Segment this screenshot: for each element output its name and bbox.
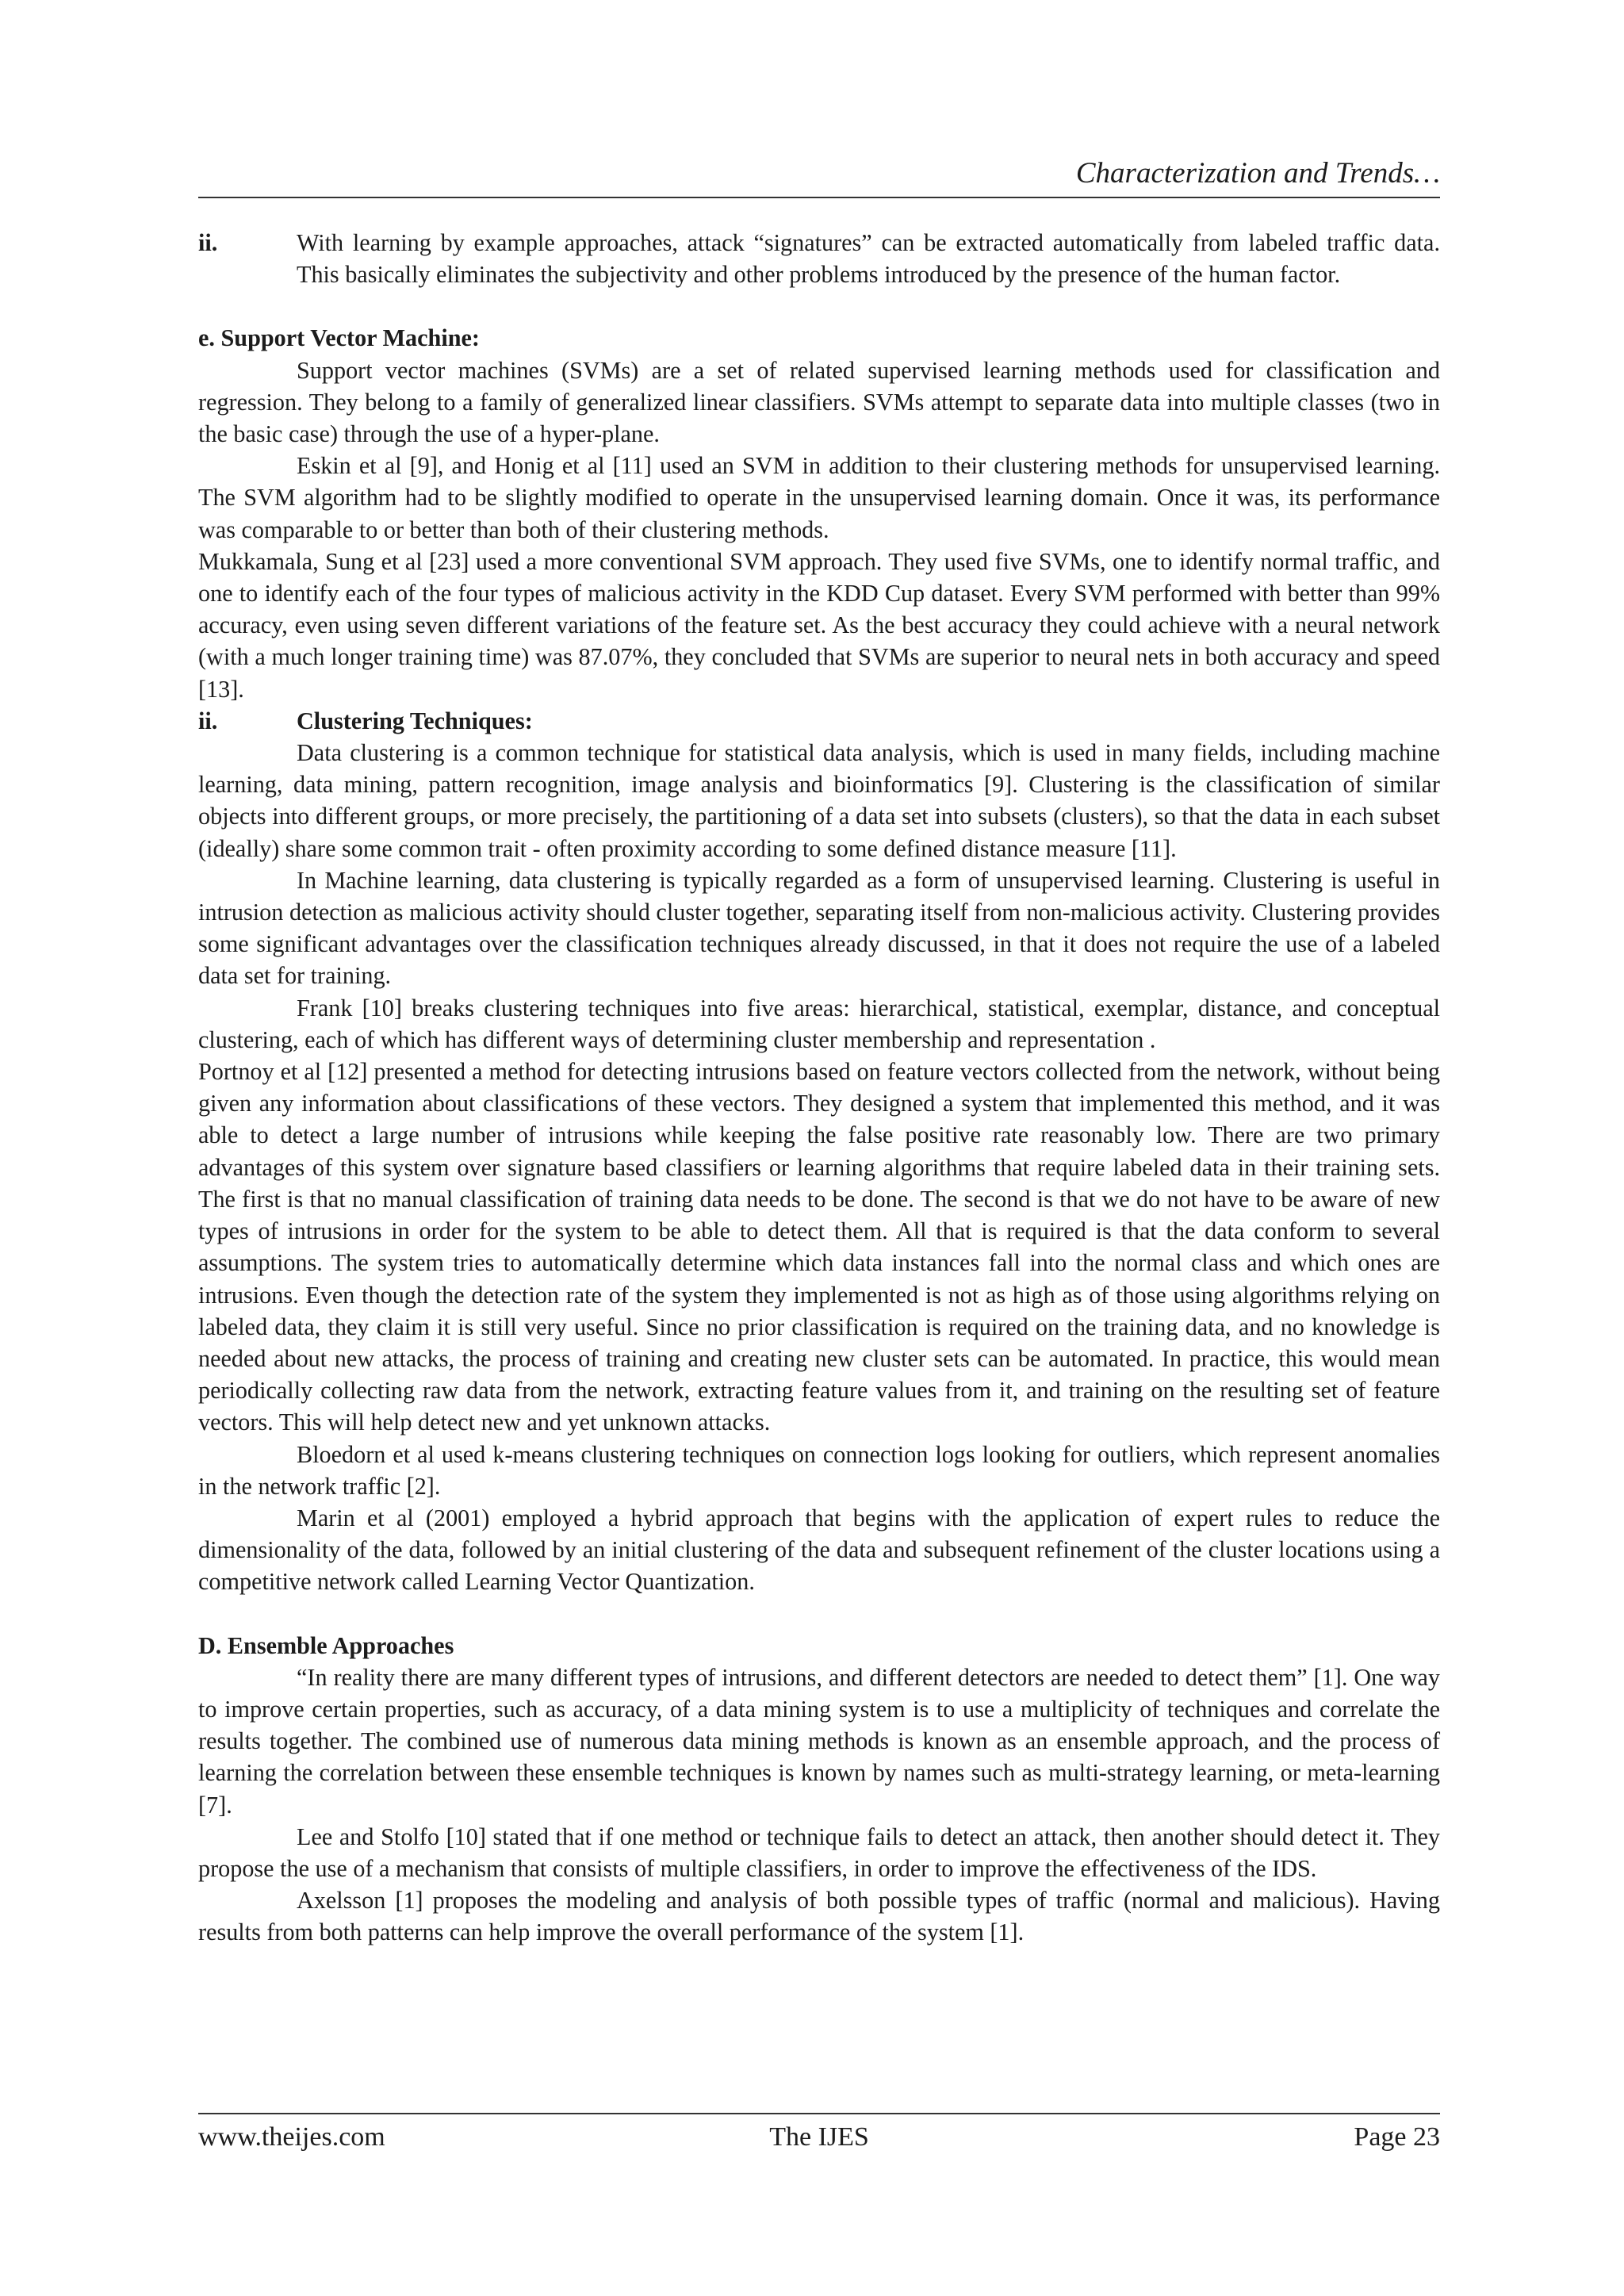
paragraph: Portnoy et al [12] presented a method for detecting intrusions based on feature vectors collected from the network, without being given any information about classifications of these vectors. They designed a system that implemented this method, and it was able to detect a large number of intrusions while keeping the false positive rate reasonably low. There are two primary advantages of this system over signature based classifiers or learning algorithms that require labeled data in their training sets. The first is that no manual classification of training data needs to be done. The second is that we do not have to be aware of new types of intrusions in order for the system to be able to detect them. All that is required is that the data conform to several assumptions. The system tries to automatically determine which data instances fall into the normal class and which ones are intrusions. Even though the detection rate of the system they implemented is not as high as of those using algorithms relying on labeled data, they claim it is still very useful. Since no prior classification is required on the training data, and no knowledge is needed about new attacks, the process of training and creating new cluster sets can be automated. In practice, this would mean periodically collecting raw data from the network, extracting feature values from it, and training on the resulting set of feature vectors. This will help detect new and yet unknown attacks. [198, 1058, 1440, 1436]
paragraph: Support vector machines (SVMs) are a set of related supervised learning methods used for classification and regression. They belong to a family of generalized linear classifiers. SVMs attempt to separate data into multiple classes (two in the basic case) through the use of a hyper-plane. [198, 356, 1440, 448]
footer-page-number: Page 23 [1354, 2122, 1440, 2152]
paragraph: Mukkamala, Sung et al [23] used a more conventional SVM approach. They used five SVMs, one to identify normal traffic, and one to identify each of the four types of malicious activity in the KDD Cup dataset. Every SVM performed with better than 99% accuracy, even using seven different variations of the feature set. As the best accuracy they could achieve with a neural network (with a much longer training time) was 87.07%, they concluded that SVMs are superior to neural nets in both accuracy and speed [13]. [198, 547, 1440, 703]
paragraph: Marin et al (2001) employed a hybrid approach that begins with the application of expert rules to reduce the dimensionality of the data, followed by an initial clustering of the data and subsequent refinement of the cluster locations using a competitive network called Learning Vector Quantization. [198, 1504, 1440, 1596]
paragraph: In Machine learning, data clustering is typically regarded as a form of unsupervised learning. Clustering is useful in intrusion detection as malicious activity should cluster together, separating itself from non-malicious activity. Clustering provides some significant advantages over the classification techniques already discussed, in that it does not require the use of a labeled data set for training. [198, 866, 1440, 990]
section-heading-ensemble: D. Ensemble Approaches [198, 1631, 454, 1659]
running-title: Characterization and Trends… [1075, 157, 1440, 190]
paragraph: Lee and Stolfo [10] stated that if one method or technique fails to detect an attack, then another should detect it. They propose the use of a mechanism that consists of multiple classifiers, in order to improve the effectiveness of the IDS. [198, 1823, 1440, 1882]
paragraph: With learning by example approaches, attack “signatures” can be extracted automatically from labeled traffic data. This basically eliminates the subjectivity and other problems introduced by the presence of the human factor. [297, 229, 1440, 289]
paragraph: Data clustering is a common technique for statistical data analysis, which is used in many fields, including machine learning, data mining, pattern recognition, image analysis and bioinformatics [9]. Clustering is the classification of similar objects into different groups, or more precisely, the partitioning of a data set into subsets (clusters), so that the data in each subset (ideally) share some common trait - often proximity according to some defined distance measure [11]. [198, 739, 1440, 862]
footer-website: www.theijes.com [198, 2122, 385, 2152]
page-footer [198, 2113, 1440, 2162]
paragraph: Axelsson [1] proposes the modeling and analysis of both possible types of traffic (normal and malicious). Having results from both patterns can help improve the overall performance of the system [1]. [198, 1887, 1440, 1946]
section-heading-svm: e. Support Vector Machine: [198, 324, 480, 352]
paragraph: Bloedorn et al used k-means clustering techniques on connection logs looking for outliers, which represent anomalies in the network traffic [2]. [198, 1440, 1440, 1500]
list-item-ii-example [198, 227, 1440, 290]
footer-journal: The IJES [769, 2122, 869, 2152]
paragraph: “In reality there are many different types of intrusions, and different detectors are needed to detect them” [1]. One way to improve certain properties, such as accuracy, of a data mining system is to use a multiplicity of techniques and correlate the results together. The combined use of numerous data mining methods is known as an ensemble approach, and the process of learning the correlation between these ensemble techniques is known by names such as multi-strategy learning, or meta-learning [7]. [198, 1663, 1440, 1819]
subsection-heading-clustering [198, 705, 1440, 737]
subsection-title: Clustering Techniques: [297, 707, 533, 734]
list-item-label: ii. [198, 707, 218, 734]
page-header [198, 151, 1440, 198]
paragraph: Frank [10] breaks clustering techniques into five areas: hierarchical, statistical, exemplar, distance, and conceptual clustering, each of which has different ways of determining cluster membership and representation . [198, 994, 1440, 1053]
article-body [198, 227, 1440, 1949]
list-item-label: ii. [198, 229, 218, 256]
paragraph: Eskin et al [9], and Honig et al [11] used an SVM in addition to their clustering methods for unsupervised learning. The SVM algorithm had to be slightly modified to operate in the unsupervised learning domain. Once it was, its performance was comparable to or better than both of their clustering methods. [198, 452, 1440, 543]
